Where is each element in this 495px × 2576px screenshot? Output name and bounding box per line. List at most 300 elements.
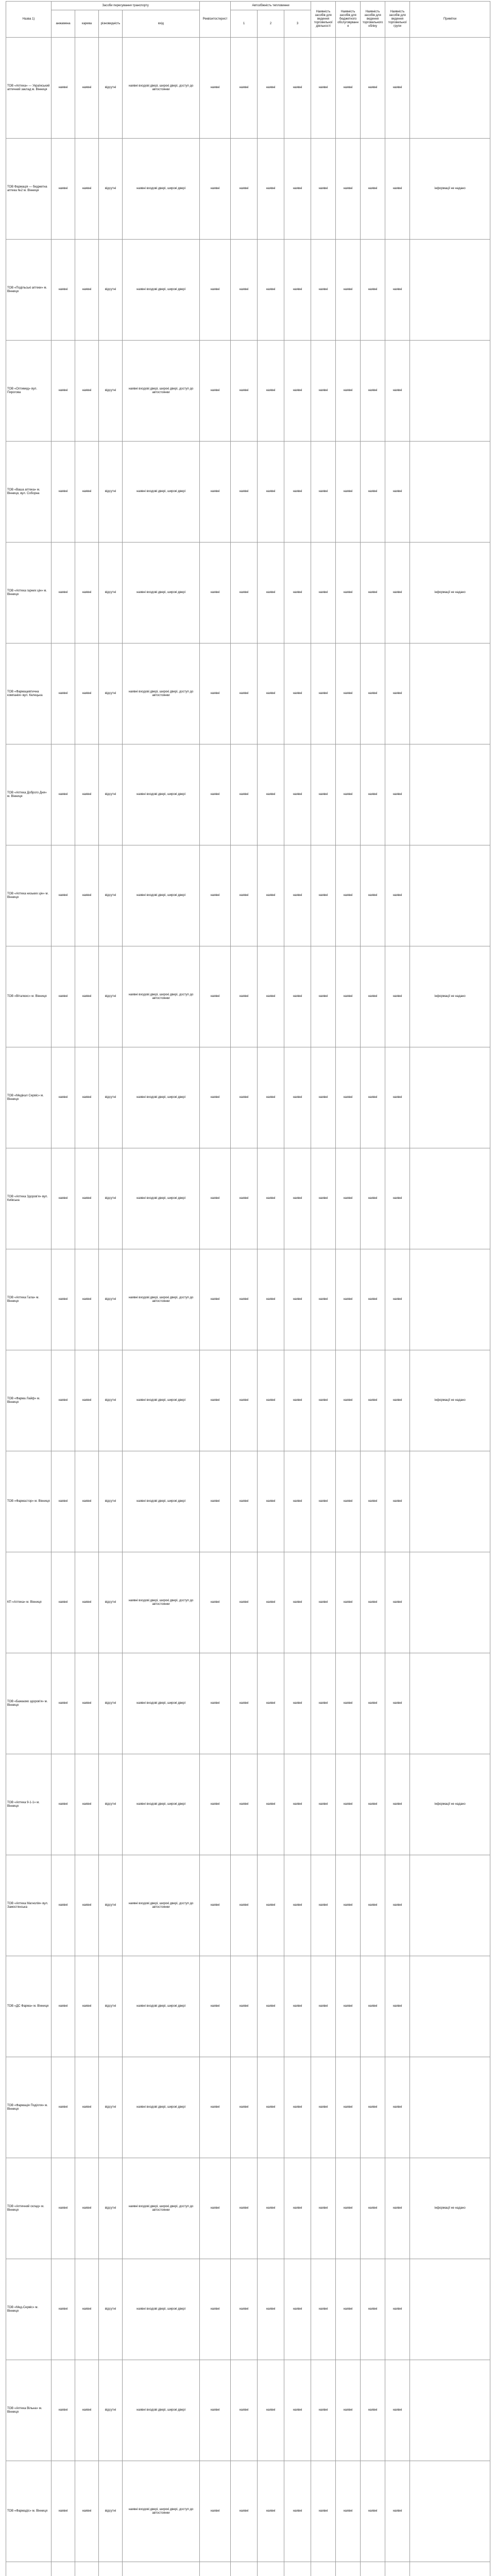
cell-access-3: наявні: [284, 1350, 311, 1451]
cell-transport-2: [75, 2562, 99, 2576]
cell-extra-3: наявні: [361, 744, 385, 845]
cell-access-3: наявні: [284, 1451, 311, 1552]
table-row: [6, 1855, 490, 1956]
cell-note: [410, 38, 490, 139]
cell-extra-3: наявні: [361, 2461, 385, 2562]
cell-access-3: наявні: [284, 2461, 311, 2562]
cell-transport-1: наявні: [52, 744, 75, 845]
cell-requisites: наявні: [200, 2360, 231, 2461]
cell-extra-2: наявні: [336, 139, 361, 240]
cell-entry: наявні входові двері, широкі двері: [123, 1754, 200, 1855]
row-name: ТОВ «Бажаємо здоров'я» м. Вінниця: [6, 1653, 52, 1754]
cell-access-1: наявні: [231, 643, 258, 744]
cell-transport-1: наявні: [52, 946, 75, 1047]
cell-extra-4: наявні: [385, 1047, 410, 1148]
table-row: [6, 946, 490, 1047]
cell-extra-2: наявні: [336, 38, 361, 139]
cell-access-2: наявні: [258, 1350, 284, 1451]
row-name: ТОВ «Аптека низьких цін» м. Вінниця: [6, 845, 52, 946]
cell-access-2: наявні: [258, 2259, 284, 2360]
cell-access-1: наявні: [231, 543, 258, 643]
cell-access-2: наявні: [258, 1249, 284, 1350]
cell-transport-1: наявні: [52, 1552, 75, 1653]
table-row: [6, 1956, 490, 2057]
col-extra-1: Наявність засобів для ведення торговельної діяльності: [311, 2, 336, 38]
cell-access-1: наявні: [231, 1047, 258, 1148]
col-transport-1: анжамена: [52, 10, 75, 38]
cell-transport-3: відсутні: [99, 946, 123, 1047]
cell-transport-2: наявні: [75, 442, 99, 543]
cell-access-1: наявні: [231, 1653, 258, 1754]
cell-entry: наявні входові двері, широкі двері, доступ до автостоянки: [123, 643, 200, 744]
cell-extra-4: наявні: [385, 2360, 410, 2461]
cell-transport-2: наявні: [75, 2360, 99, 2461]
cell-transport-1: наявні: [52, 1653, 75, 1754]
row-name: КП «Аптека» м. Вінниця: [6, 1552, 52, 1653]
table-row: [6, 2158, 490, 2259]
cell-access-3: наявні: [284, 38, 311, 139]
table-row: [6, 2057, 490, 2158]
cell-transport-3: відсутні: [99, 240, 123, 341]
cell-requisites: наявні: [200, 946, 231, 1047]
cell-note: [410, 1653, 490, 1754]
cell-access-1: наявні: [231, 139, 258, 240]
cell-access-2: наявні: [258, 1047, 284, 1148]
cell-extra-1: наявні: [311, 643, 336, 744]
cell-access-2: наявні: [258, 543, 284, 643]
cell-entry: наявні входові двері, широкі двері: [123, 2360, 200, 2461]
cell-transport-1: наявні: [52, 2158, 75, 2259]
cell-entry: наявні входові двері, широкі двері: [123, 1451, 200, 1552]
table-row: [6, 442, 490, 543]
table-row: [6, 845, 490, 946]
cell-note: [410, 1956, 490, 2057]
cell-note: [410, 341, 490, 442]
col-transport-2: карева: [75, 10, 99, 38]
cell-extra-2: наявні: [336, 1451, 361, 1552]
cell-extra-4: наявні: [385, 1754, 410, 1855]
cell-access-3: наявні: [284, 643, 311, 744]
cell-extra-3: наявні: [361, 1552, 385, 1653]
cell-transport-1: наявні: [52, 1451, 75, 1552]
cell-transport-1: наявні: [52, 1956, 75, 2057]
cell-requisites: наявні: [200, 341, 231, 442]
cell-access-2: наявні: [258, 643, 284, 744]
row-name: ТОВ «Ваша аптека» м. Вінниця, вул. Соборна: [6, 442, 52, 543]
cell-access-2: наявні: [258, 38, 284, 139]
cell-entry: наявні входові двері, широкі двері: [123, 1956, 200, 2057]
cell-note: інформації не надано: [410, 2158, 490, 2259]
table-row: [6, 1350, 490, 1451]
cell-extra-3: наявні: [361, 1754, 385, 1855]
cell-access-3: наявні: [284, 1249, 311, 1350]
cell-extra-1: наявні: [311, 2360, 336, 2461]
cell-note: [410, 1855, 490, 1956]
cell-extra-4: наявні: [385, 2057, 410, 2158]
cell-access-3: наявні: [284, 744, 311, 845]
cell-access-2: наявні: [258, 1855, 284, 1956]
row-name: ТОВ «ДС Фарма» м. Вінниця: [6, 1956, 52, 2057]
table-row: [6, 38, 490, 139]
cell-access-3: наявні: [284, 442, 311, 543]
cell-access-1: наявні: [231, 1754, 258, 1855]
col-group-transport: Засоби пересування транспорту: [52, 2, 200, 10]
table-row: [6, 543, 490, 643]
cell-transport-3: відсутні: [99, 2259, 123, 2360]
cell-extra-3: наявні: [361, 1653, 385, 1754]
cell-extra-3: наявні: [361, 543, 385, 643]
cell-transport-1: наявні: [52, 139, 75, 240]
cell-entry: наявні входові двері, широкі двері, доступ до автостоянки: [123, 946, 200, 1047]
cell-extra-2: наявні: [336, 744, 361, 845]
cell-requisites: наявні: [200, 1047, 231, 1148]
cell-transport-2: наявні: [75, 543, 99, 643]
cell-entry: наявні входові двері, широкі двері: [123, 845, 200, 946]
cell-extra-4: наявні: [385, 38, 410, 139]
col-access-3: 3: [284, 10, 311, 38]
cell-extra-3: наявні: [361, 2360, 385, 2461]
cell-note: [410, 442, 490, 543]
cell-requisites: наявні: [200, 2259, 231, 2360]
cell-requisites: наявні: [200, 1148, 231, 1249]
cell-transport-3: відсутні: [99, 2158, 123, 2259]
cell-extra-1: наявні: [311, 1148, 336, 1249]
cell-note: [410, 643, 490, 744]
cell-extra-4: наявні: [385, 2158, 410, 2259]
cell-access-3: [284, 2562, 311, 2576]
cell-extra-3: наявні: [361, 38, 385, 139]
cell-requisites: [200, 2562, 231, 2576]
table-row: [6, 1754, 490, 1855]
cell-extra-1: наявні: [311, 240, 336, 341]
table-row: [6, 643, 490, 744]
cell-access-2: наявні: [258, 1653, 284, 1754]
cell-transport-2: наявні: [75, 1552, 99, 1653]
cell-transport-2: наявні: [75, 2158, 99, 2259]
cell-access-2: наявні: [258, 1754, 284, 1855]
cell-access-2: наявні: [258, 240, 284, 341]
cell-access-3: наявні: [284, 1552, 311, 1653]
cell-note: інформації не надано: [410, 946, 490, 1047]
row-name: ТОВ «Аптека» — Український аптечний заклад м. Вінниця: [6, 38, 52, 139]
cell-access-3: наявні: [284, 543, 311, 643]
cell-requisites: наявні: [200, 1249, 231, 1350]
cell-transport-3: відсутні: [99, 643, 123, 744]
cell-transport-1: наявні: [52, 341, 75, 442]
cell-requisites: наявні: [200, 744, 231, 845]
cell-extra-2: наявні: [336, 240, 361, 341]
cell-extra-1: наявні: [311, 2057, 336, 2158]
table-body: [6, 38, 490, 2576]
cell-transport-1: наявні: [52, 2057, 75, 2158]
cell-access-3: наявні: [284, 1653, 311, 1754]
cell-transport-3: відсутні: [99, 2360, 123, 2461]
cell-requisites: наявні: [200, 1350, 231, 1451]
cell-entry: наявні входові двері, широкі двері: [123, 744, 200, 845]
cell-transport-2: наявні: [75, 845, 99, 946]
cell-extra-1: наявні: [311, 1552, 336, 1653]
cell-extra-2: наявні: [336, 1249, 361, 1350]
row-name: ТОВ «Фарма Лайф» м. Вінниця: [6, 1350, 52, 1451]
cell-extra-4: наявні: [385, 240, 410, 341]
cell-access-1: наявні: [231, 1148, 258, 1249]
cell-access-2: наявні: [258, 1552, 284, 1653]
cell-extra-2: [336, 2562, 361, 2576]
cell-access-2: наявні: [258, 1148, 284, 1249]
cell-entry: наявні входові двері, широкі двері: [123, 442, 200, 543]
cell-extra-4: наявні: [385, 1956, 410, 2057]
cell-transport-3: відсутні: [99, 1249, 123, 1350]
cell-transport-3: відсутні: [99, 1653, 123, 1754]
cell-extra-3: наявні: [361, 1855, 385, 1956]
row-name: ТОВ «Аптека 9-1-1» м. Вінниця: [6, 1754, 52, 1855]
cell-extra-1: наявні: [311, 1451, 336, 1552]
cell-requisites: наявні: [200, 2158, 231, 2259]
cell-note: [410, 2461, 490, 2562]
col-requisites: Реквізитостерист: [200, 2, 231, 38]
cell-extra-1: [311, 2562, 336, 2576]
cell-extra-4: наявні: [385, 1249, 410, 1350]
cell-extra-4: наявні: [385, 1148, 410, 1249]
cell-extra-4: наявні: [385, 643, 410, 744]
document-sheet: [6, 1, 490, 2576]
cell-requisites: наявні: [200, 1956, 231, 2057]
cell-extra-3: наявні: [361, 946, 385, 1047]
cell-extra-3: наявні: [361, 341, 385, 442]
cell-access-3: наявні: [284, 2360, 311, 2461]
cell-extra-1: наявні: [311, 946, 336, 1047]
cell-requisites: наявні: [200, 442, 231, 543]
cell-entry: наявні входові двері, широкі двері: [123, 1653, 200, 1754]
cell-access-3: наявні: [284, 139, 311, 240]
cell-transport-3: відсутні: [99, 1451, 123, 1552]
cell-note: [410, 1249, 490, 1350]
cell-access-3: наявні: [284, 1855, 311, 1956]
cell-transport-1: наявні: [52, 2461, 75, 2562]
cell-extra-2: наявні: [336, 2057, 361, 2158]
cell-extra-4: [385, 2562, 410, 2576]
cell-requisites: наявні: [200, 1855, 231, 1956]
cell-transport-3: відсутні: [99, 1956, 123, 2057]
col-transport-3: різновидність: [99, 10, 123, 38]
cell-extra-1: наявні: [311, 845, 336, 946]
cell-extra-4: наявні: [385, 442, 410, 543]
cell-access-1: наявні: [231, 2360, 258, 2461]
row-name: ТОВ «Фармація Поділля» м. Вінниця: [6, 2057, 52, 2158]
cell-access-1: наявні: [231, 2259, 258, 2360]
cell-transport-3: відсутні: [99, 1148, 123, 1249]
cell-requisites: наявні: [200, 1754, 231, 1855]
cell-access-2: наявні: [258, 845, 284, 946]
cell-note: [410, 1552, 490, 1653]
row-name: ТОВ «Аптека Здоров'я» вул. Київська: [6, 1148, 52, 1249]
table-row: [6, 1047, 490, 1148]
cell-access-2: [258, 2562, 284, 2576]
cell-transport-3: відсутні: [99, 744, 123, 845]
cell-extra-1: наявні: [311, 1754, 336, 1855]
table-row: [6, 744, 490, 845]
cell-access-1: наявні: [231, 1855, 258, 1956]
table-row: [6, 1451, 490, 1552]
cell-entry: наявні входові двері, широкі двері: [123, 2259, 200, 2360]
cell-requisites: наявні: [200, 643, 231, 744]
cell-extra-2: наявні: [336, 1350, 361, 1451]
table-row: [6, 2360, 490, 2461]
row-name: ТОВ «Аптека Гала» м. Вінниця: [6, 1249, 52, 1350]
cell-extra-2: наявні: [336, 1855, 361, 1956]
cell-extra-2: наявні: [336, 643, 361, 744]
cell-transport-2: наявні: [75, 1047, 99, 1148]
row-name: ТОВ «Фармадіс» м. Вінниця: [6, 2461, 52, 2562]
col-access-1: 1: [231, 10, 258, 38]
cell-note: [410, 1451, 490, 1552]
cell-note: [410, 240, 490, 341]
cell-extra-4: наявні: [385, 1552, 410, 1653]
cell-extra-2: наявні: [336, 341, 361, 442]
cell-transport-3: відсутні: [99, 2461, 123, 2562]
cell-access-3: наявні: [284, 1047, 311, 1148]
table-row: [6, 1249, 490, 1350]
cell-requisites: наявні: [200, 1552, 231, 1653]
cell-entry: наявні входові двері, широкі двері: [123, 2057, 200, 2158]
col-transport-4: вхід: [123, 10, 200, 38]
row-name: ТОВ «Подільські аптеки» м. Вінниця: [6, 240, 52, 341]
cell-transport-3: відсутні: [99, 38, 123, 139]
cell-access-3: наявні: [284, 845, 311, 946]
table-row: [6, 1552, 490, 1653]
cell-transport-1: наявні: [52, 1350, 75, 1451]
row-name: ТОВ «Медікал Сервіс» м. Вінниця: [6, 1047, 52, 1148]
cell-extra-3: наявні: [361, 2057, 385, 2158]
cell-extra-1: наявні: [311, 2461, 336, 2562]
col-extra-4: Наявність засобів для ведення торговельної групи: [385, 2, 410, 38]
cell-extra-1: наявні: [311, 442, 336, 543]
cell-access-2: наявні: [258, 2158, 284, 2259]
cell-extra-2: наявні: [336, 946, 361, 1047]
cell-extra-3: наявні: [361, 1956, 385, 2057]
cell-entry: наявні входові двері, широкі двері, доступ до автостоянки: [123, 1855, 200, 1956]
cell-entry: наявні входові двері, широкі двері: [123, 543, 200, 643]
row-name: ТОВ «Аптечний склад» м. Вінниця: [6, 2158, 52, 2259]
cell-extra-4: наявні: [385, 1653, 410, 1754]
cell-extra-4: наявні: [385, 2259, 410, 2360]
cell-transport-1: наявні: [52, 2259, 75, 2360]
cell-extra-2: наявні: [336, 1653, 361, 1754]
cell-extra-2: наявні: [336, 2461, 361, 2562]
cell-access-2: наявні: [258, 139, 284, 240]
col-name: Назва 1): [6, 2, 52, 38]
table-row: [6, 341, 490, 442]
cell-note: інформації не надано: [410, 543, 490, 643]
cell-extra-3: наявні: [361, 2259, 385, 2360]
cell-requisites: наявні: [200, 240, 231, 341]
cell-transport-1: наявні: [52, 543, 75, 643]
cell-extra-3: наявні: [361, 1350, 385, 1451]
cell-access-1: наявні: [231, 1956, 258, 2057]
cell-transport-3: відсутні: [99, 341, 123, 442]
cell-transport-2: наявні: [75, 1855, 99, 1956]
cell-requisites: наявні: [200, 38, 231, 139]
cell-extra-2: наявні: [336, 1148, 361, 1249]
cell-extra-2: наявні: [336, 2259, 361, 2360]
cell-extra-3: наявні: [361, 1047, 385, 1148]
cell-note: [410, 2562, 490, 2576]
cell-access-2: наявні: [258, 2057, 284, 2158]
cell-transport-2: наявні: [75, 2461, 99, 2562]
cell-entry: наявні входові двері, широкі двері: [123, 1350, 200, 1451]
cell-extra-1: наявні: [311, 2158, 336, 2259]
cell-extra-1: наявні: [311, 1653, 336, 1754]
row-name: ТОВ «Аптека гарних цін» м. Вінниця: [6, 543, 52, 643]
cell-extra-1: наявні: [311, 341, 336, 442]
cell-extra-1: наявні: [311, 1956, 336, 2057]
cell-access-1: наявні: [231, 1249, 258, 1350]
row-name: ТОВ «Аптека Вільна» м. Вінниця: [6, 2360, 52, 2461]
cell-transport-2: наявні: [75, 1754, 99, 1855]
cell-transport-2: наявні: [75, 240, 99, 341]
cell-extra-4: наявні: [385, 744, 410, 845]
cell-note: інформації не надано: [410, 139, 490, 240]
cell-extra-4: наявні: [385, 845, 410, 946]
cell-note: [410, 2057, 490, 2158]
accessibility-table: [6, 1, 490, 2576]
cell-extra-3: [361, 2562, 385, 2576]
cell-extra-1: наявні: [311, 1350, 336, 1451]
cell-extra-4: наявні: [385, 1451, 410, 1552]
cell-transport-2: наявні: [75, 946, 99, 1047]
cell-note: [410, 744, 490, 845]
cell-requisites: наявні: [200, 543, 231, 643]
cell-access-1: наявні: [231, 744, 258, 845]
cell-note: [410, 1047, 490, 1148]
cell-requisites: наявні: [200, 139, 231, 240]
cell-transport-2: наявні: [75, 2057, 99, 2158]
cell-note: [410, 2360, 490, 2461]
row-name: ТОВ «Віталюкс» м. Вінниця: [6, 946, 52, 1047]
cell-note: інформації не надано: [410, 1754, 490, 1855]
cell-access-3: наявні: [284, 2057, 311, 2158]
cell-extra-3: наявні: [361, 442, 385, 543]
cell-entry: наявні входові двері, широкі двері, доступ до автостоянки: [123, 2158, 200, 2259]
cell-extra-2: наявні: [336, 2360, 361, 2461]
cell-transport-1: наявні: [52, 1148, 75, 1249]
cell-extra-3: наявні: [361, 2158, 385, 2259]
cell-transport-1: наявні: [52, 240, 75, 341]
cell-transport-3: відсутні: [99, 442, 123, 543]
cell-transport-1: наявні: [52, 1855, 75, 1956]
cell-transport-2: наявні: [75, 1249, 99, 1350]
cell-extra-1: наявні: [311, 2259, 336, 2360]
cell-transport-2: наявні: [75, 2259, 99, 2360]
row-name: ТОВ «Аптека Доброго Дня» м. Вінниця: [6, 744, 52, 845]
table-row: [6, 2259, 490, 2360]
cell-access-3: наявні: [284, 2158, 311, 2259]
cell-extra-1: наявні: [311, 139, 336, 240]
cell-transport-2: наявні: [75, 744, 99, 845]
col-group-accessibility: Автозбіжність тепловинни: [231, 2, 311, 10]
row-name: ТОВ «Фармастор» м. Вінниця: [6, 1451, 52, 1552]
cell-transport-3: відсутні: [99, 845, 123, 946]
cell-extra-3: наявні: [361, 1249, 385, 1350]
cell-transport-3: відсутні: [99, 1047, 123, 1148]
cell-extra-2: наявні: [336, 845, 361, 946]
cell-extra-4: наявні: [385, 946, 410, 1047]
cell-access-3: наявні: [284, 2259, 311, 2360]
row-name: ТОВ «Фармацевтична компанія» вул. Келецька: [6, 643, 52, 744]
cell-entry: наявні входові двері, широкі двері, доступ до автостоянки: [123, 2461, 200, 2562]
cell-access-3: наявні: [284, 341, 311, 442]
cell-extra-2: наявні: [336, 1047, 361, 1148]
